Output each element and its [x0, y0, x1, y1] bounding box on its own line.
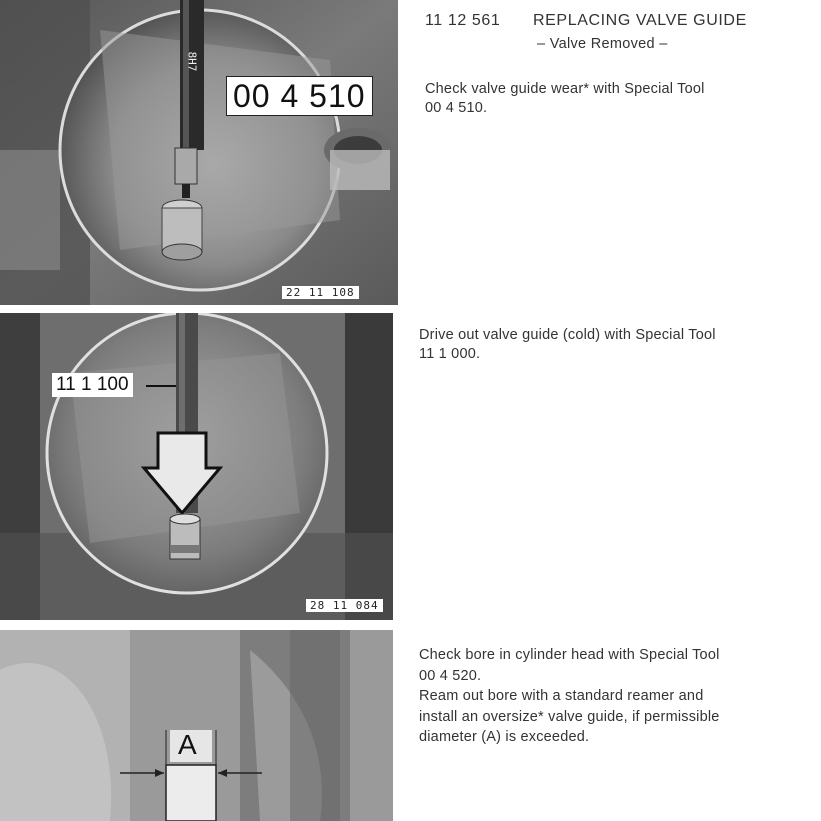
step3-line: install an oversize* valve guide, if permissible: [419, 708, 720, 725]
leader-line: [146, 385, 176, 387]
photo-bore-cylinder-head: [0, 630, 393, 821]
tool-label-00-4-510: 00 4 510: [226, 76, 373, 116]
step1-line: Check valve guide wear* with Special Tool: [425, 81, 705, 97]
section-subtitle: – Valve Removed –: [537, 36, 668, 52]
step2-line: Drive out valve guide (cold) with Special Tool: [419, 327, 716, 343]
step3-line: diameter (A) is exceeded.: [419, 729, 590, 745]
dimension-label-a: A: [178, 729, 197, 760]
tool-label-11-1-100: 11 1 100: [52, 373, 133, 397]
step3-instructions: [419, 645, 819, 748]
tool-engraving: 8H7: [185, 51, 199, 72]
photo-code-2: 28 11 084: [306, 599, 383, 612]
photo-code-1: 22 11 108: [282, 286, 359, 299]
step2-line: 11 1 000.: [419, 346, 481, 362]
photo-valve-guide-wear: [0, 0, 398, 305]
section-title: REPLACING VALVE GUIDE: [533, 12, 747, 29]
step3-line: 00 4 520.: [419, 667, 482, 684]
step1-instructions: [425, 80, 815, 118]
section-number: 11 12 561: [425, 12, 501, 29]
step3-line: Check bore in cylinder head with Special Tool: [419, 647, 720, 663]
photo-drive-out-guide: [0, 313, 393, 620]
step3-line: Ream out bore with a standard reamer and: [419, 688, 704, 704]
step2-instructions: [419, 326, 819, 364]
step1-line: 00 4 510.: [425, 100, 488, 116]
section-heading: [425, 12, 747, 30]
